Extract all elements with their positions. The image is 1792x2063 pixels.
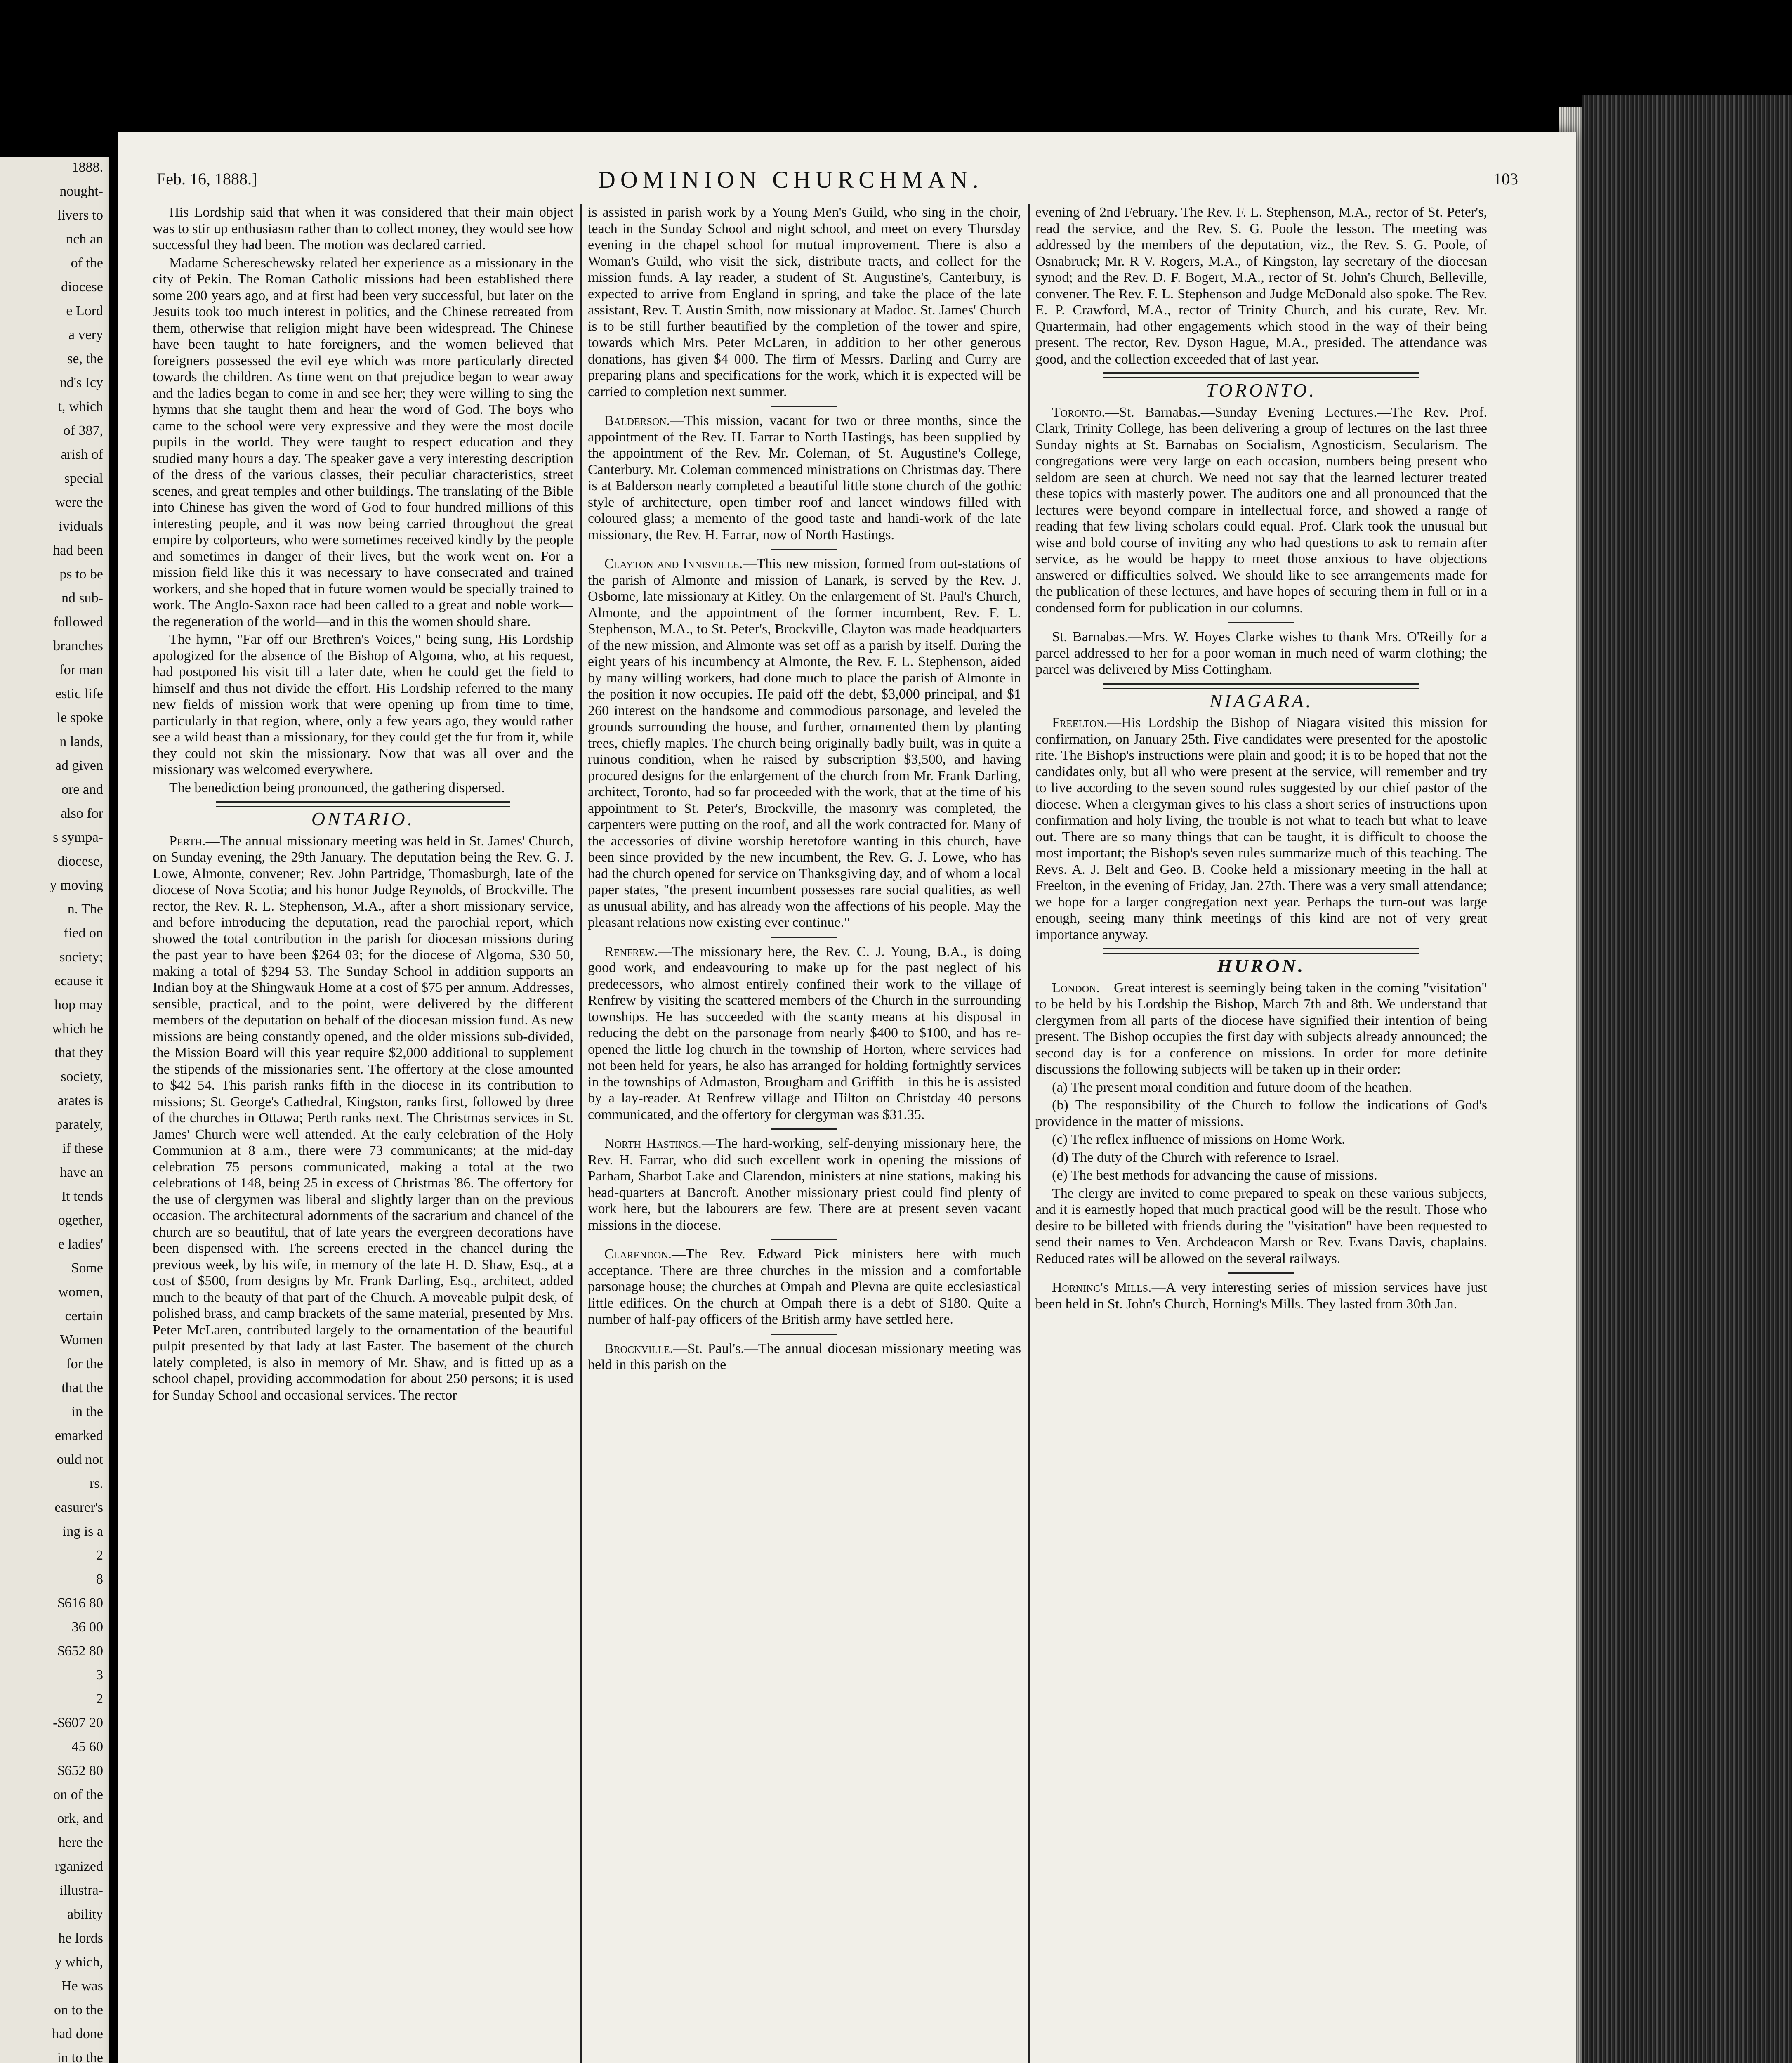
dateline: Clayton and Innisville. — [604, 556, 743, 571]
article-clarendon — [588, 1246, 1021, 1328]
article-st-barnabas: St. Barnabas.—Mrs. W. Hoyes Clarke wishes to thank Mrs. O'Reilly for a parcel addressed to her for a poor woman in much need of warm clothing; the parcel was delivered by Miss Cottingham. — [1035, 629, 1487, 677]
left-page-text-fragment: had done — [52, 2026, 103, 2042]
book-spine — [1582, 95, 1792, 2063]
left-page-text-fragment: fied on — [64, 925, 103, 941]
left-page-text-fragment: estic life — [55, 686, 103, 701]
left-page-text-fragment: a very — [68, 327, 103, 342]
left-page-text-fragment: 45 60 — [71, 1739, 103, 1754]
dateline: London. — [1052, 980, 1100, 996]
page-header — [153, 166, 1530, 202]
article-text: —This new mission, formed from out-stations of the parish of Almonte and mission of Lanark, is served by the Rev. J. Osborne, late missionary at Kitley. On the enlargement of St. Paul's Church, Almonte, and the appointment of the former incumbent, Rev. F. L. Stephenson, M.A., to St. Peter's, Brockville, Clayton was made headquarters of the new mission, and Almonte was set off as a parish by itself. During the eight years of his incumbency at Almonte, the Rev. F. L. Stephenson, aided by many willing workers, had done much to place the parish of Almonte in the position it now occupies. He paid off the debt, $3,000 principal, and $1 260 interest on the handsome and commodious parsonage, and leveled the grounds surrounding the house, and further, ornamented them by planting trees, chiefly maples. The church being originally badly built, was in quite a ruinous condition, when he raised by subscription $3,500, and having procured designs for the enlargement of the church from Mr. Frank Darling, architect, Toronto, had so far proceeded with the work, that at the time of his appointment to St. Peter's, Brockville, the masonry was completed, the carpenters were putting on the roof, and all the work contracted for. Many of the accessories of divine worship heretofore wanting in this church, have been since provided by the new incumbent, the Rev. G. J. Lowe, who has had the church opened for service on Thanksgiving day, and of whom a local paper states, "the present incumbent possesses rare social qualities, as well as unusual ability, and has already won the affections of his people. May the pleasant relations now existing ever continue." — [588, 556, 1021, 930]
left-page-text-fragment: se, the — [67, 351, 103, 366]
article-toronto — [1035, 404, 1487, 616]
dateline: Balderson. — [604, 413, 670, 428]
left-page-text-fragment: emarked — [54, 1428, 103, 1443]
article-text: —The missionary here, the Rev. C. J. Young, B.A., is doing good work, and endeavouring to make up for the past neglect of his predecessors, who almost entirely confined their work to the village of Renfrew by visiting the scattered members of the Church in the surrounding townships. He has succeeded with the scanty means at his disposal in reducing the debt on the parsonage from nearly $400 to $100, and has re-opened the little log church in the township of Horton, where services had not been held for years, he also has arranged for holding fortnightly services in the townships of Admaston, Brougham and Griffith—in this he is assisted by a lay-reader. At Renfrew village and Hilton on Christday 40 persons communicated, and the offertory for clergyman was $31.35. — [588, 944, 1021, 1122]
left-page-text-fragment: $652 80 — [57, 1763, 103, 1778]
dateline: Perth. — [169, 833, 206, 849]
left-page-text-fragment: of 387, — [63, 423, 103, 438]
article-brockville — [588, 1341, 1021, 1373]
left-page-text-fragment: ad given — [55, 758, 103, 773]
article-separator — [771, 1334, 837, 1335]
left-page-text-fragment: ecause it — [54, 973, 103, 989]
left-page-text-fragment: on to the — [54, 2002, 103, 2018]
left-page-text-fragment: nch an — [66, 231, 103, 247]
left-page-text-fragment: illustra- — [59, 1883, 103, 1898]
left-page-text-fragment: -$607 20 — [53, 1715, 103, 1730]
left-page-text-fragment: society, — [61, 1069, 103, 1084]
left-page-text-fragment: n lands, — [59, 734, 103, 749]
left-page-text-fragment: ability — [67, 1907, 103, 1922]
section-heading-niagara: NIAGARA. — [1209, 690, 1313, 711]
list-item: (e) The best methods for advancing the cause of missions. — [1052, 1168, 1377, 1183]
left-page-text-fragment: e ladies' — [58, 1237, 103, 1252]
left-page-text-fragment: ork, and — [57, 1811, 103, 1826]
left-page-text-fragment: 1888. — [71, 160, 103, 175]
column-2 — [588, 204, 1021, 2063]
left-page-text-fragment: y which, — [54, 1954, 103, 1970]
left-page-text-fragment: nd's Icy — [59, 375, 103, 390]
left-page-text-fragment: $652 80 — [57, 1643, 103, 1659]
article-separator — [771, 549, 837, 550]
article-separator — [771, 1239, 837, 1240]
article-text: —The hard-working, self-denying missionary here, the Rev. H. Farrar, who did such excellent work in opening the missions of Parham, Sharbot Lake and Clarendon, ministers at nine stations, making his head-quarters at Bancroft. Another missionary priest could find plenty of work here, but the labourers are few. There are at present seven vacant missions in the diocese. — [588, 1136, 1021, 1233]
article-text: —The Rev. Edward Pick ministers here with much acceptance. There are three churches in the mission and a comfortable parsonage house; the churches at Ompah and Plevna are quite ecclesiastical little edifices. On the church at Ompah there is a debt of $180. Quite a number of half-pay officers of the British army have settled here. — [588, 1246, 1021, 1327]
left-page-text-fragment: here the — [58, 1835, 103, 1850]
paragraph: is assisted in parish work by a Young Men's Guild, who sing in the choir, teach in the Sunday School and night school, and meet on every Thursday evening in the chapel school for mutual improvement. There is also a Woman's Guild, who visit the sick, distribute tracts, and collect for the mission funds. A lay reader, a student of St. Augustine's, Canterbury, is expected to arrive from England in spring, and take the place of the late assistant, Rev. T. Austin Smith, now missionary at Madoc. St. James' Church is to be still further beautified by the completion of the tower and spire, towards which Mrs. Peter McLaren, in addition to her other generous donations, has given $4 000. The firm of Messrs. Darling and Curry are preparing plans and specifications for the work, which it is expected will be carried to completion next summer. — [588, 205, 1021, 399]
left-page-text-fragment: were the — [55, 495, 103, 510]
left-page-text-fragment: diocese, — [57, 854, 103, 869]
article-text: —A very interesting series of mission services have just been held in St. John's Church, Horning's Mills. They lasted from 30th Jan. — [1035, 1280, 1487, 1312]
article-separator — [771, 1128, 837, 1130]
left-page-text-fragment: n. The — [67, 902, 103, 917]
left-page-text-fragment: society; — [59, 949, 103, 965]
section-divider — [216, 801, 510, 807]
article-renfrew — [588, 944, 1021, 1123]
left-page-text-fragment: for the — [66, 1356, 103, 1371]
article-text: —The annual missionary meeting was held in St. James' Church, on Sunday evening, the 29th January. The deputation being the Rev. G. J. Lowe, Almonte, convener; Rev. John Partridge, Thomasburgh, late of the diocese of Nova Scotia; and his honor Judge Reynolds, of Brockville. The rector, the Rev. R. L. Stephenson, M.A., after a short missionary service, and before introducing the deputation, read the parochial report, which showed the total contribution in the parish for diocesan missions during the past year to have been $264 03; for the diocese of Algoma, $30 50, making a total of $294 53. The Sunday School in addition supports an Indian boy at the Shingwauk Home at a cost of $75 per annum. Addresses, sensible, practical, and to the point, were delivered by the different members of the deputation on behalf of the diocesan mission fund. As new missions are being constantly opened, and the older missions sub-divided, the Mission Board will this year require $2,000 additional to supplement the stipends of the missionaries sent. The offertory at the close amounted to $42 54. This parish ranks fifth in the diocese in its contribution to missions; St. George's Cathedral, Kingston, ranks first, followed by three of the churches in Ottawa; Perth ranks next. The Christmas services in St. James' Church were well attended. At the early celebration of the Holy Communion at 8 a.m., there were 73 communicants; at the mid-day celebration 75 persons communicated, making a total at the two celebrations of 148, being 25 in excess of Christmas '86. The offertory for the use of clergymen was liberal and slightly larger than on the previous occasion. The architectural adornments of the sacrarium and chancel of the church are so beautiful, that of late years the evergreen decorations have been dispensed with. The screens erected in the chancel during the previous week, by his wife, in memory of the late H. D. Shaw, Esq., at a cost of $500, from designs by Mr. Frank Darling, Esq., architect, added much to the beauty of that part of the Church. A moveable pulpit desk, of polished brass, and camp brackets of the same material, presented by Mrs. Peter McLaren, contributed largely to the ornamentation of the beautiful pulpit presented by that lady at last Easter. The basement of the church lately completed, is also in memory of Mr. Shaw, and is fitted up as a school chapel, providing accommodation for about 250 persons; it is used for Sunday School and occasional services. The rector — [153, 833, 573, 1403]
left-page-text-fragment: y moving — [50, 878, 103, 893]
paragraph: evening of 2nd February. The Rev. F. L. Stephenson, M.A., rector of St. Peter's, read the service, and the Rev. S. G. Poole the lesson. The meeting was addressed by the members of the deputation, viz., the Rev. S. G. Poole, of Osnabruck; Mr. R V. Rogers, M.A., of Kingston, lay secretary of the diocesan synod; and the Rev. D. F. Bogert, M.A., rector of St. John's Church, Belleville, convener. The Rev. F. L. Stephenson and Judge McDonald also spoke. The Rev. E. P. Crawford, M.A., rector of Trinity Church, and his curate, Rev. Mr. Quartermain, had other engagements which stood in the way of their being present. The rector, Rev. Dyson Hague, M.A., presided. The attendance was good, and the collection exceeded that of last year. — [1035, 205, 1487, 367]
left-page-text-fragment: s sympa- — [53, 830, 103, 845]
paragraph: The clergy are invited to come prepared to speak on these various subjects, and it is earnestly hoped that much practical good will be the result. Those who desire to be billeted with friends during the "visitation" have been requested to send their names to Ven. Archdeacon Marsh or Rev. Evans Davis, chaplains. Reduced rates will be allowed on the several railways. — [1035, 1185, 1487, 1266]
left-page-text-fragment: of the — [71, 255, 103, 271]
left-page-text-fragment: he lords — [58, 1931, 103, 1946]
adjacent-page-fragment — [0, 157, 109, 2063]
article-perth — [153, 833, 573, 1404]
issue-date: Feb. 16, 1888.] — [157, 170, 257, 188]
left-page-text-fragment: e Lord — [66, 303, 103, 319]
dateline: Freelton. — [1052, 715, 1108, 730]
article-clayton — [588, 556, 1021, 931]
left-page-text-fragment: special — [64, 471, 103, 486]
article-text: —Great interest is seemingly being taken in the coming "visitation" to be held by his Lordship the Bishop, March 7th and 8th. We understand that clergymen from all parts of the diocese have signified their intention of being present. The Bishop occupies the first day with subjects already announced; the second day is for a conference on missions. In order for more definite discussions the following subjects will be taken up in their order: — [1035, 980, 1487, 1077]
left-page-text-fragment: $616 80 — [57, 1596, 103, 1611]
article-separator — [771, 937, 837, 938]
left-page-text-fragment: on of the — [53, 1787, 103, 1802]
paragraph: The benediction being pronounced, the gathering dispersed. — [169, 780, 505, 795]
article-separator — [771, 406, 837, 407]
left-page-text-fragment: branches — [53, 638, 103, 654]
paragraph: The hymn, "Far off our Brethren's Voices," being sung, His Lordship apologized for the absence of the Bishop of Algoma, who, at his request, had postponed his visit till a later date, when he could get the field to himself and thus not divide the effort. His Lordship referred to the many new fields of mission work that were opening up from time to time, particularly in that region, where, only a few years ago, they would rather see a wild beast than a missionary, for they could get the fur from it, while they could not skin the missionary. Now that was all over and the missionary was welcomed everywhere. — [153, 632, 573, 777]
left-page-text-fragment: ould not — [57, 1452, 103, 1467]
dateline: Toronto. — [1052, 404, 1105, 420]
left-page-text-fragment: 2 — [96, 1691, 103, 1707]
left-page-text-fragment: women, — [58, 1284, 103, 1300]
left-page-text-fragment: 2 — [96, 1548, 103, 1563]
article-text: —St. Paul's.—The annual diocesan missionary meeting was held in this parish on the — [588, 1341, 1021, 1372]
list-item: (a) The present moral condition and future doom of the heathen. — [1052, 1079, 1412, 1095]
left-page-text-fragment: had been — [53, 543, 103, 558]
left-page-text-fragment: nought- — [59, 184, 103, 199]
dateline: Brockville. — [604, 1341, 674, 1356]
section-divider — [1103, 948, 1419, 954]
column-rule — [1028, 204, 1030, 2063]
newspaper-page — [118, 132, 1576, 2063]
column-rule — [580, 204, 582, 2063]
left-page-text-fragment: ogether, — [58, 1213, 103, 1228]
left-page-text-fragment: in the — [71, 1404, 103, 1419]
left-page-text-fragment: which he — [52, 1021, 103, 1036]
left-page-text-fragment: 36 00 — [71, 1619, 103, 1635]
left-page-text-fragment: ing is a — [62, 1524, 103, 1539]
left-page-text-fragment: arates is — [57, 1093, 103, 1108]
article-north-hastings — [588, 1135, 1021, 1233]
left-page-text-fragment: rganized — [55, 1859, 103, 1874]
left-page-text-fragment: 3 — [96, 1667, 103, 1683]
section-heading-toronto: TORONTO. — [1206, 380, 1317, 401]
article-text: —His Lordship the Bishop of Niagara visited this mission for confirmation, on January 25th. Five candidates were presented for the apostolic rite. The Bishop's instructions were plain and good; it is to be hoped that not the candidates only, but all who were present at the service, will remember and try to live according to the seven sound rules suggested by our chief pastor of the diocese. When a clergyman gives to his class a short series of instructions upon confirmation and holy living, the trouble is not what to teach but what to leave out. There are so many things that can be taught, it is difficult to choose the most important; the Bishop's seven rules summarize much of this teaching. The Revs. A. J. Belt and Geo. B. Cooke held a missionary meeting in the hall at Freelton, in the evening of Friday, Jan. 27th. There was a very small attendance; we hope for a larger congregation next year. Perhaps the turn-out was large enough, seeing many think meetings of this kind are not of very great importance anyway. — [1035, 715, 1487, 942]
left-page-text-fragment: nd sub- — [61, 590, 103, 606]
list-item: (d) The duty of the Church with reference to Israel. — [1052, 1150, 1339, 1165]
article-separator — [1228, 1272, 1294, 1274]
dateline: North Hastings. — [604, 1136, 702, 1151]
left-page-text-fragment: He was — [61, 1978, 103, 1994]
left-page-text-fragment: livers to — [57, 208, 103, 223]
left-page-text-fragment: ps to be — [59, 566, 103, 582]
left-page-text-fragment: that they — [54, 1045, 103, 1060]
left-page-text-fragment: also for — [61, 806, 103, 821]
article-text: —This mission, vacant for two or three months, since the appointment of the Rev. H. Farrar to North Hastings, has been supplied by the appointment of the Rev. Mr. Coleman, of St. Augustine's College, Canterbury. Mr. Coleman commenced ministrations on Christmas day. There is at Balderson nearly completed a beautiful little stone church of the gothic style of architecture, open timber roof and lancet windows filled with coloured glass; a memento of the good taste and handi-work of the late missionary, the Rev. H. Farrar, now of North Hastings. — [588, 413, 1021, 543]
article-freelton — [1035, 715, 1487, 943]
left-page-text-fragment: ore and — [61, 782, 103, 797]
left-page-text-fragment: for man — [59, 662, 103, 677]
left-page-text-fragment: easurer's — [54, 1500, 103, 1515]
article-separator — [1228, 622, 1294, 623]
left-page-text-fragment: le spoke — [57, 710, 103, 725]
paragraph: Madame Schereschewsky related her experience as a missionary in the city of Pekin. The Roman Catholic missions had been established there some 200 years ago, and at first had been very successful, but later on the Jesuits took too much interest in politics, and the Chinese retreated from them, otherwise that religion might have been widespread. The Chinese have been taught to hate foreigners, and the women believed that foreigners possessed the evil eye which was more particularly directed towards the children. As time went on that prejudice began to wear away and the ladies began to come in and see her; they were willing to sing the hymns that she taught them and hear the word of God. The boys who came to the school were very expressive and they were the most docile pupils in the world. They were taught to respect education and they studied many hours a day. The speaker gave a very interesting description of the dress of the various classes, their peculiar characteristics, street scenes, and great temples and other buildings. The translating of the Bible into Chinese has given the word of God to four hundred millions of this interesting people, and it was now being carried throughout the great empire by colporteurs, who were sometimes received kindly by the people and sometimes in danger of their lives, but the work went on. For a mission field like this it was necessary to have consecrated and trained workers, and she hoped that in future women would be specially trained to work. The Anglo-Saxon race had been called to a great and noble work—the regeneration of the world—and in this the women should share. — [153, 255, 573, 629]
section-heading-huron: HURON. — [1217, 955, 1306, 976]
left-page-text-fragment: parately, — [55, 1117, 103, 1132]
left-page-text-fragment: 8 — [96, 1572, 103, 1587]
left-page-text-fragment: diocese — [61, 279, 103, 295]
masthead-title: DOMINION CHURCHMAN. — [598, 166, 983, 193]
page-number: 103 — [1493, 170, 1518, 188]
section-heading-ontario: ONTARIO. — [311, 808, 415, 829]
left-page-text-fragment: if these — [62, 1141, 103, 1156]
left-page-text-fragment: Women — [60, 1332, 103, 1348]
article-text: —St. Barnabas.—Sunday Evening Lectures.—The Rev. Prof. Clark, Trinity College, has been delivering a group of lectures on the last three Sunday nights at St. Barnabas on Socialism, Agnosticism, Secularism. The congregations were very large on each occasion, numbers being present who seldom are seen at church. We need not say that the learned lecturer treated these topics with masterly power. The auditors one and all pronounced that the lectures were beyond compare in intellectual force, and showed a range of reading that few living scholars could equal. Prof. Clark took the unusual but wise and bold course of inviting any who had questions to ask to remain after service, as he would be happy to meet those anxious to have objections answered or difficulties solved. We should like to see arrangements made for the publication of these lectures, and have hopes of securing them in full or in a condensed form for publication in our columns. — [1035, 404, 1487, 616]
left-page-text-fragment: ividuals — [59, 519, 103, 534]
section-divider — [1103, 683, 1419, 689]
left-page-text-fragment: It tends — [61, 1189, 103, 1204]
column-1 — [153, 204, 573, 2063]
dateline: Renfrew. — [604, 944, 658, 959]
left-page-text-fragment: that the — [61, 1380, 103, 1395]
dateline: Clarendon. — [604, 1246, 672, 1262]
dateline: Horning's Mills. — [1052, 1280, 1152, 1295]
section-divider — [1103, 372, 1419, 378]
left-page-text-fragment: rs. — [89, 1476, 103, 1491]
left-page-text-fragment: t, which — [58, 399, 103, 414]
article-balderson — [588, 413, 1021, 543]
column-3 — [1035, 204, 1487, 2063]
article-hornings-mills — [1035, 1279, 1487, 1312]
list-item: (b) The responsibility of the Church to follow the indications of God's providence in the matter of missions. — [1035, 1098, 1487, 1129]
left-page-text-fragment: have an — [60, 1165, 103, 1180]
left-page-text-fragment: certain — [65, 1308, 103, 1324]
left-page-text-fragment: hop may — [54, 997, 103, 1013]
paragraph: His Lordship said that when it was considered that their main object was to stir up enthusiasm rather than to collect money, they would see how successful they had been. The motion was declared carried. — [153, 205, 573, 253]
left-page-text-fragment: arish of — [61, 447, 103, 462]
left-page-text-fragment: in to the — [57, 2050, 103, 2063]
left-page-text-fragment: followed — [53, 614, 103, 630]
article-london — [1035, 980, 1487, 1078]
list-item: (c) The reflex influence of missions on Home Work. — [1052, 1132, 1345, 1147]
left-page-text-fragment: Some — [71, 1260, 103, 1276]
